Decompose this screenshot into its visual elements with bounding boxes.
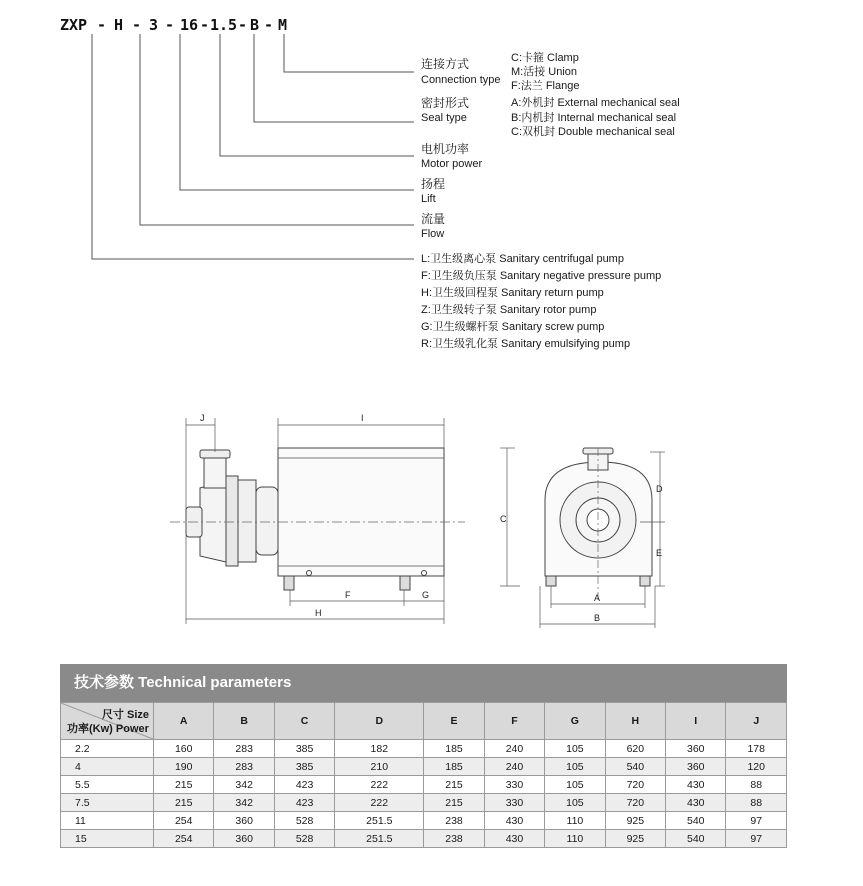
column-header-h: H <box>605 703 665 740</box>
column-header-c: C <box>274 703 334 740</box>
table-cell: 215 <box>154 794 214 812</box>
legend-option: F:卫生级负压泵 Sanitary negative pressure pump <box>421 270 662 282</box>
table-cell: 720 <box>605 794 665 812</box>
dimension-label-c: C <box>500 514 507 524</box>
table-cell: 215 <box>424 776 484 794</box>
dimension-label-j: J <box>200 413 205 423</box>
code-separator: - <box>97 16 107 34</box>
legend-option: C:双机封 Double mechanical seal <box>511 126 675 138</box>
table-cell: 105 <box>545 740 605 758</box>
corner-power-label: 功率(Kw) Power <box>67 723 149 735</box>
corner-size-label: 尺寸 Size <box>101 709 149 721</box>
table-cell: 110 <box>545 830 605 848</box>
pump-side-view <box>186 448 444 590</box>
code-separator: - <box>264 16 274 34</box>
table-cell: 105 <box>545 776 605 794</box>
motor-flange <box>256 487 278 555</box>
front-foot <box>640 576 650 586</box>
table-cell: 251.5 <box>335 830 424 848</box>
table-row <box>61 794 787 812</box>
table-cell: 110 <box>545 812 605 830</box>
table-cell: 360 <box>666 758 726 776</box>
table-cell: 222 <box>335 794 424 812</box>
column-header-b: B <box>214 703 274 740</box>
table-cell: 215 <box>424 794 484 812</box>
table-cell: 385 <box>274 758 334 776</box>
table-cell: 283 <box>214 758 274 776</box>
table-cell: 540 <box>666 812 726 830</box>
code-segment-lift: 16 <box>180 16 199 34</box>
table-cell: 97 <box>726 830 787 848</box>
dimension-label-g: G <box>422 590 430 600</box>
legend-option: R:卫生级乳化泵 Sanitary emulsifying pump <box>421 338 631 350</box>
table-cell: 222 <box>335 776 424 794</box>
table-cell: 528 <box>274 830 334 848</box>
table-cell: 283 <box>214 740 274 758</box>
code-segment-flow: 3 <box>149 16 159 34</box>
table-cell: 430 <box>484 812 544 830</box>
leader-line-connection <box>284 34 414 72</box>
column-header-g: G <box>545 703 605 740</box>
table-cell: 178 <box>726 740 787 758</box>
table-cell: 190 <box>154 758 214 776</box>
legend-option: M:活接 Union <box>511 66 578 78</box>
table-cell: 160 <box>154 740 214 758</box>
leader-line-lift <box>180 34 414 190</box>
table-cell: 254 <box>154 830 214 848</box>
params-table-body <box>61 740 787 848</box>
leader-line-power <box>220 34 414 156</box>
table-cell: 105 <box>545 794 605 812</box>
table-cell: 385 <box>274 740 334 758</box>
code-segment-series: ZXP <box>60 16 88 34</box>
table-cell: 105 <box>545 758 605 776</box>
table-cell: 238 <box>424 812 484 830</box>
motor-foot <box>400 576 410 590</box>
table-cell: 528 <box>274 812 334 830</box>
legend-option: F:法兰 Flange <box>511 80 580 92</box>
table-cell: 360 <box>214 812 274 830</box>
table-row <box>61 740 787 758</box>
legend-cn: 扬程 <box>421 177 446 191</box>
legend-connection <box>421 50 579 92</box>
table-row <box>61 758 787 776</box>
dimension-label-e: E <box>656 548 663 558</box>
power-cell: 4 <box>61 758 154 776</box>
legend-option: Z:卫生级转子泵 Sanitary rotor pump <box>421 304 597 316</box>
code-separator: - <box>200 16 210 34</box>
params-table <box>60 702 787 848</box>
column-header-i: I <box>666 703 726 740</box>
table-row <box>61 812 787 830</box>
column-header-j: J <box>726 703 787 740</box>
table-cell: 620 <box>605 740 665 758</box>
legend-option: G:卫生级螺杆泵 Sanitary screw pump <box>421 321 605 333</box>
legend-option: A:外机封 External mechanical seal <box>511 97 680 109</box>
table-row <box>61 830 787 848</box>
table-cell: 360 <box>214 830 274 848</box>
outlet-nozzle <box>204 456 226 488</box>
table-cell: 423 <box>274 776 334 794</box>
code-separator: - <box>238 16 248 34</box>
leader-lines <box>92 34 414 259</box>
legend-cn: 密封形式 <box>421 96 470 110</box>
table-header-row <box>61 703 787 740</box>
legend-option: B:内机封 Internal mechanical seal <box>511 112 677 124</box>
table-cell: 430 <box>666 794 726 812</box>
table-cell: 120 <box>726 758 787 776</box>
legend-en: Motor power <box>421 158 483 170</box>
code-segment-connection: M <box>278 16 288 34</box>
legend-en: Flow <box>421 228 445 240</box>
power-cell: 5.5 <box>61 776 154 794</box>
dimension-label-f: F <box>345 590 351 600</box>
table-cell: 423 <box>274 794 334 812</box>
legend-en: Connection type <box>421 74 501 86</box>
code-separator: - <box>132 16 142 34</box>
table-cell: 88 <box>726 794 787 812</box>
table-cell: 88 <box>726 776 787 794</box>
legend-pump-type <box>421 251 661 350</box>
legend-en: Lift <box>421 193 436 205</box>
table-cell: 330 <box>484 776 544 794</box>
dimension-label-d: D <box>656 484 663 494</box>
dimension-label-a: A <box>594 593 601 603</box>
table-corner-cell <box>61 703 154 740</box>
legend-option: H:卫生级回程泵 Sanitary return pump <box>421 287 604 299</box>
dimension-label-h: H <box>315 608 322 618</box>
table-cell: 210 <box>335 758 424 776</box>
table-cell: 430 <box>666 776 726 794</box>
table-cell: 720 <box>605 776 665 794</box>
table-cell: 360 <box>666 740 726 758</box>
pump-head <box>200 480 226 562</box>
table-cell: 925 <box>605 830 665 848</box>
legend-option: L:卫生级离心泵 Sanitary centrifugal pump <box>421 253 624 265</box>
legend-cn: 流量 <box>421 212 446 226</box>
motor-body <box>278 448 444 576</box>
power-cell: 7.5 <box>61 794 154 812</box>
legend-option: C:卡箍 Clamp <box>511 52 579 64</box>
leader-line-seal <box>254 34 414 122</box>
power-cell: 15 <box>61 830 154 848</box>
legend-cn: 电机功率 <box>421 142 470 156</box>
table-cell: 97 <box>726 812 787 830</box>
model-code <box>60 16 287 34</box>
legend-flow <box>421 211 445 240</box>
legend-power <box>421 141 482 170</box>
power-cell: 2.2 <box>61 740 154 758</box>
table-cell: 254 <box>154 812 214 830</box>
table-cell: 185 <box>424 740 484 758</box>
front-foot <box>546 576 556 586</box>
model-code-diagram <box>0 0 863 360</box>
code-segment-seal: B <box>250 16 260 34</box>
table-cell: 330 <box>484 794 544 812</box>
params-title: 技术参数 Technical parameters <box>60 664 787 702</box>
table-cell: 540 <box>605 758 665 776</box>
column-header-f: F <box>484 703 544 740</box>
pump-technical-drawing <box>0 400 863 640</box>
pump-front-view <box>545 448 652 586</box>
leader-line-flow <box>140 34 414 225</box>
dimension-label-b: B <box>594 613 601 623</box>
legend-en: Seal type <box>421 112 467 124</box>
legend-seal <box>421 95 680 138</box>
column-header-d: D <box>335 703 424 740</box>
column-header-e: E <box>424 703 484 740</box>
table-cell: 185 <box>424 758 484 776</box>
table-cell: 240 <box>484 758 544 776</box>
table-cell: 430 <box>484 830 544 848</box>
table-cell: 540 <box>666 830 726 848</box>
table-cell: 182 <box>335 740 424 758</box>
table-cell: 342 <box>214 776 274 794</box>
technical-parameters-panel <box>60 664 787 848</box>
legend-lift <box>421 176 445 205</box>
table-cell: 342 <box>214 794 274 812</box>
code-segment-power: 1.5 <box>210 16 238 34</box>
table-cell: 240 <box>484 740 544 758</box>
table-cell: 251.5 <box>335 812 424 830</box>
column-header-a: A <box>154 703 214 740</box>
table-cell: 925 <box>605 812 665 830</box>
table-cell: 215 <box>154 776 214 794</box>
dimension-label-i: I <box>361 413 364 423</box>
power-cell: 11 <box>61 812 154 830</box>
table-cell: 238 <box>424 830 484 848</box>
code-segment-type: H <box>114 16 124 34</box>
table-row <box>61 776 787 794</box>
code-separator: - <box>165 16 175 34</box>
legend-cn: 连接方式 <box>421 57 470 71</box>
motor-foot <box>284 576 294 590</box>
